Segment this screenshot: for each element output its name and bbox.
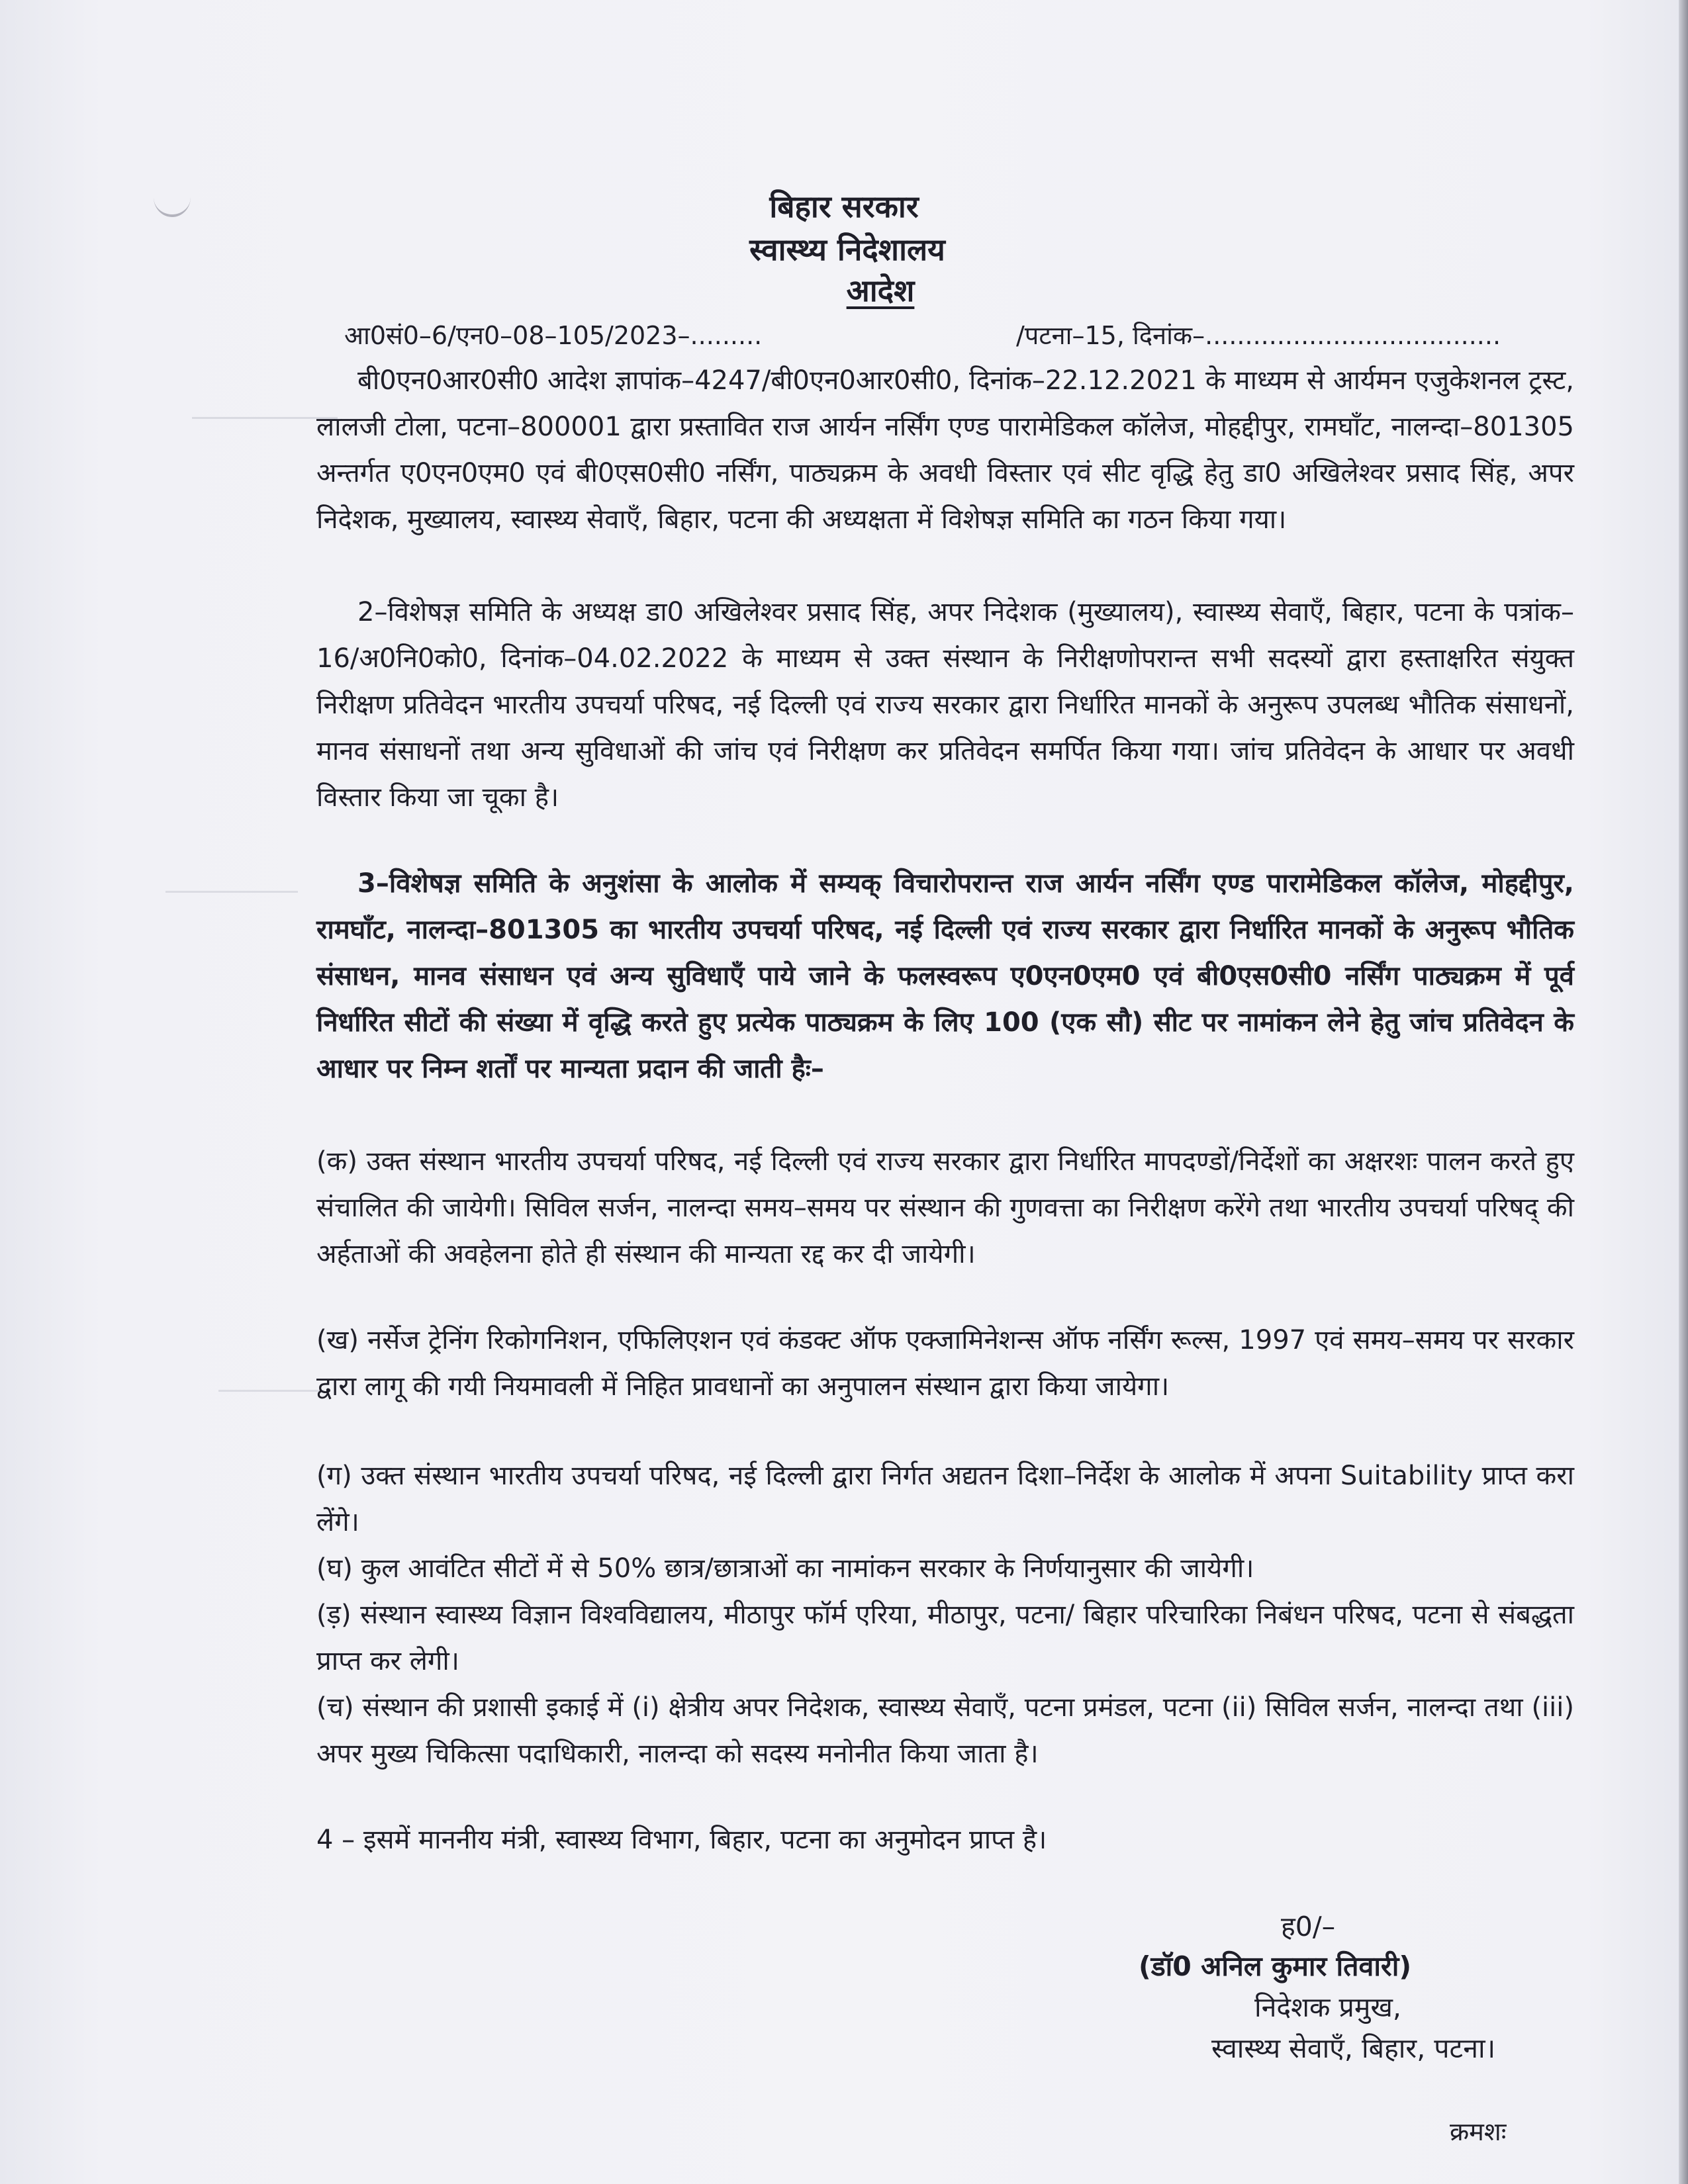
paragraph-3-text: 3–विशेषज्ञ समिति के अनुशंसा के आलोक में सम्यक् विचारोपरान्त राज आर्यन नर्सिंग एण्ड पारामेडिकल कॉलेज, मोहद्दीपुर, रामघाँट, नालन्दा–801305 का भारतीय उपचर्या परिषद, नई दिल्ली एवं राज्य सरकार द्वारा निर्धारित मानकों के अनुरूप भौतिक संसाधन, मानव संसाधन एवं अन्य सुविधाएँ पाये जाने के फलस्वरूप ए0एन0एम0 एवं बी0एस0सी0 नर्सिंग पाठ्यक्रम में पूर्व निर्धारित सीटों की संख्या में वृद्धि करते हुए प्रत्येक पाठ्यक्रम के लिए 100 (एक सौ) सीट पर नामांकन लेने हेतु जांच प्रतिवेदन के आधार पर निम्न शर्तों पर मान्यता प्रदान की जाती हैः– — [316, 868, 1574, 1084]
paragraph-3 — [316, 860, 1574, 1092]
condition-da: (ड़) संस्थान स्वास्थ्य विज्ञान विश्वविद्यालय, मीठापुर फॉर्म एरिया, मीठापुर, पटना/ बिहार परिचारिका निबंधन परिषद, पटना से संबद्धता प्राप्त कर लेगी। — [316, 1600, 1574, 1676]
approval-text: 4 – इसमें माननीय मंत्री, स्वास्थ्य विभाग, बिहार, पटना का अनुमोदन प्राप्त है। — [316, 1825, 1047, 1855]
condition-cha: (च) संस्थान की प्रशासी इकाई में (i) क्षेत्रीय अपर निदेशक, स्वास्थ्य सेवाएँ, पटना प्रमंडल, पटना (ii) सिविल सर्जन, नालन्दा तथा (iii) अपर मुख्य चिकित्सा पदाधिकारी, नालन्दा को सदस्य मनोनीत किया जाता है। — [316, 1692, 1574, 1769]
show-through-stain — [165, 874, 298, 893]
conditions-list — [316, 1317, 1574, 1410]
conditions-list — [316, 1592, 1574, 1684]
place-date: /पटना–15, दिनांक–..................................... — [1016, 321, 1501, 350]
conditions-list — [316, 1684, 1574, 1777]
order-number: आ0सं0–6/एन0–08–105/2023–......... — [344, 321, 763, 350]
order-heading: आदेश — [846, 273, 915, 308]
condition-gha: (घ) कुल आवंटित सीटों में से 50% छात्र/छात्राओं का नामांकन सरकार के निर्णयानुसार की जायेगी। — [316, 1553, 1254, 1584]
govt-title: बिहार सरकार — [769, 189, 919, 224]
paragraph-1-text: बी0एन0आर0सी0 आदेश ज्ञापांक–4247/बी0एन0आर0सी0, दिनांक–22.12.2021 के माध्यम से आर्यमन एजुकेशनल ट्रस्ट, लालजी टोला, पटना–800001 द्वारा प्रस्तावित राज आर्यन नर्सिंग एण्ड पारामेडिकल कॉलेज, मोहद्दीपुर, रामघाँट, नालन्दा–801305 अन्तर्गत ए0एन0एम0 एवं बी0एस0सी0 नर्सिंग, पाठ्यक्रम के अवधी विस्तार एवं सीट वृद्धि हेतु डा0 अखिलेश्वर प्रसाद सिंह, अपर निदेशक, मुख्यालय, स्वास्थ्य सेवाएँ, बिहार, पटना की अध्यक्षता में विशेषज्ञ समिति का गठन किया गया। — [316, 365, 1574, 535]
continued-marker: क्रमशः — [1450, 2117, 1507, 2146]
approval-note — [316, 1817, 1574, 1863]
paragraph-2 — [316, 589, 1574, 821]
paragraph-1 — [316, 357, 1574, 543]
signatory-designation: निदेशक प्रमुख, — [1254, 1991, 1401, 2023]
condition-ga: (ग) उक्त संस्थान भारतीय उपचर्या परिषद, नई दिल्ली द्वारा निर्गत अद्यतन दिशा–निर्देश के आलोक में अपना Suitability प्राप्त करा लेंगे। — [316, 1461, 1574, 1537]
show-through-stain — [192, 397, 338, 419]
signatory-office: स्वास्थ्य सेवाएँ, बिहार, पटना। — [1211, 2032, 1496, 2064]
condition-kha: (ख) नर्सेज ट्रेनिंग रिकोगनिशन, एफिलिएशन एवं कंडक्ट ऑफ एक्जामिनेशन्स ऑफ नर्सिंग रूल्स, 1997 एवं समय–समय पर सरकार द्वारा लागू की गयी नियमावली में निहित प्रावधानों का अनुपालन संस्थान द्वारा किया जायेगा। — [316, 1325, 1574, 1402]
conditions-list — [316, 1138, 1574, 1277]
signatory-name: (डॉ0 अनिल कुमार तिवारी) — [1139, 1950, 1412, 1982]
conditions-list — [316, 1453, 1574, 1545]
paragraph-2-text: 2–विशेषज्ञ समिति के अध्यक्ष डा0 अखिलेश्वर प्रसाद सिंह, अपर निदेशक (मुख्यालय), स्वास्थ्य सेवाएँ, बिहार, पटना के पत्रांक–16/अ0नि0को0, दिनांक–04.02.2022 के माध्यम से उक्त संस्थान के निरीक्षणोपरान्त सभी सदस्यों द्वारा हस्ताक्षरित संयुक्त निरीक्षण प्रतिवेदन भारतीय उपचर्या परिषद, नई दिल्ली एवं राज्य सरकार द्वारा निर्धारित मानकों के अनुरूप उपलब्ध भौतिक संसाधनों, मानव संसाधनों तथा अन्य सुविधाओं की जांच एवं निरीक्षण कर प्रतिवेदन समर्पित किया गया। जांच प्रतिवेदन के आधार पर अवधी विस्तार किया जा चूका है। — [316, 597, 1574, 813]
punch-hole-mark — [154, 177, 191, 217]
department-title: स्वास्थ्य निदेशालय — [749, 232, 945, 267]
conditions-list — [316, 1545, 1574, 1592]
condition-ka: (क) उक्त संस्थान भारतीय उपचर्या परिषद, नई दिल्ली एवं राज्य सरकार द्वारा निर्धारित मापदण्डों/निर्देशों का अक्षरशः पालन करते हुए संचालित की जायेगी। सिविल सर्जन, नालन्दा समय–समय पर संस्थान की गुणवत्ता का निरीक्षण करेंगे तथा भारतीय उपचर्या परिषद् की अर्हताओं की अवहेलना होते ही संस्थान की मान्यता रद्द कर दी जायेगी। — [316, 1146, 1574, 1269]
page-edge-shadow — [1679, 0, 1688, 2184]
signature-sd: ह0/– — [1281, 1911, 1336, 1942]
show-through-stain — [218, 1363, 324, 1392]
